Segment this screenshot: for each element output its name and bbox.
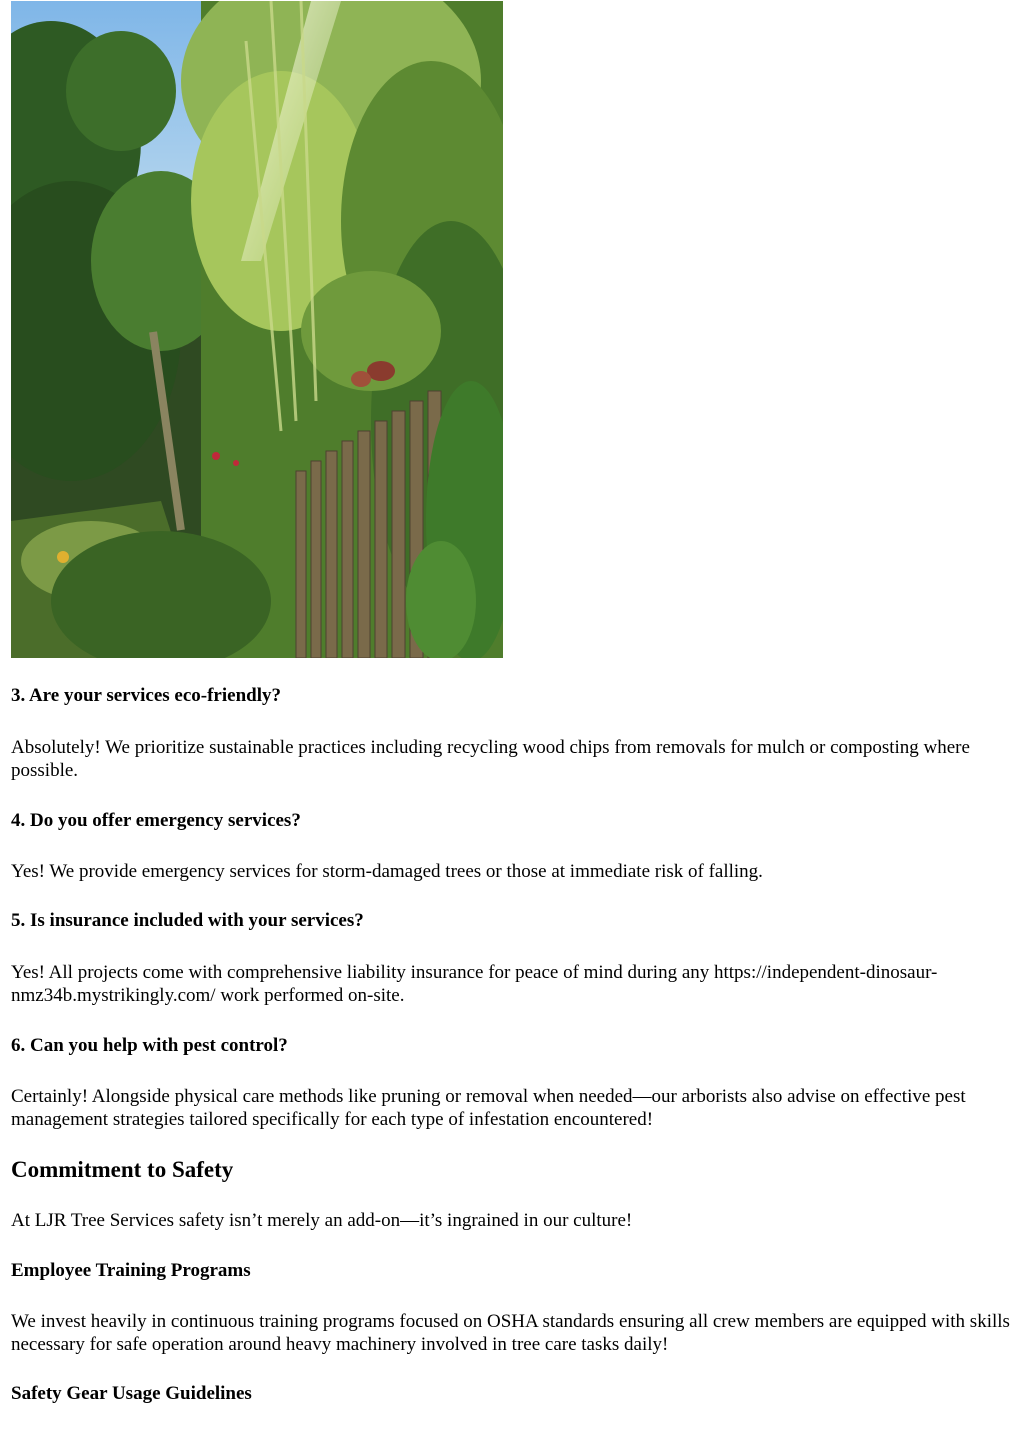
faq-answer-eco-friendly: Absolutely! We prioritize sustainable practices including recycling wood chips from removals for mulch or composting where possible.: [11, 737, 970, 781]
faq-answer-pest-control: Certainly! Alongside physical care methods like pruning or removal when needed—our arborists also advise on effective pest management strategies tailored specifically for each type of infestation encountered!: [11, 1086, 966, 1130]
safety-intro: At LJR Tree Services safety isn’t merely an add-on—it’s ingrained in our culture!: [11, 1210, 633, 1231]
garden-photo: [11, 1, 503, 658]
faq-answer-insurance: Yes! All projects come with comprehensive liability insurance for peace of mind during any https://independent-dinosaur-nmz34b.mystrikingly.com/ work performed on-site.: [11, 962, 938, 1006]
faq-question-eco-friendly: 3. Are your services eco-friendly?: [11, 685, 281, 706]
training-heading: Employee Training Programs: [11, 1260, 251, 1281]
faq-question-pest-control: 6. Can you help with pest control?: [11, 1035, 288, 1056]
faq-question-insurance: 5. Is insurance included with your services?: [11, 910, 364, 931]
safety-gear-heading: Safety Gear Usage Guidelines: [11, 1383, 252, 1404]
faq-answer-emergency: Yes! We provide emergency services for storm-damaged trees or those at immediate risk of falling.: [11, 861, 763, 882]
faq-question-emergency: 4. Do you offer emergency services?: [11, 810, 301, 831]
garden-photo-illustration: [11, 1, 503, 658]
safety-heading: Commitment to Safety: [11, 1157, 234, 1182]
training-text: We invest heavily in continuous training programs focused on OSHA standards ensuring all crew members are equipped with skills necessary for safe operation around heavy machinery involved in tree care tasks daily!: [11, 1311, 1010, 1355]
